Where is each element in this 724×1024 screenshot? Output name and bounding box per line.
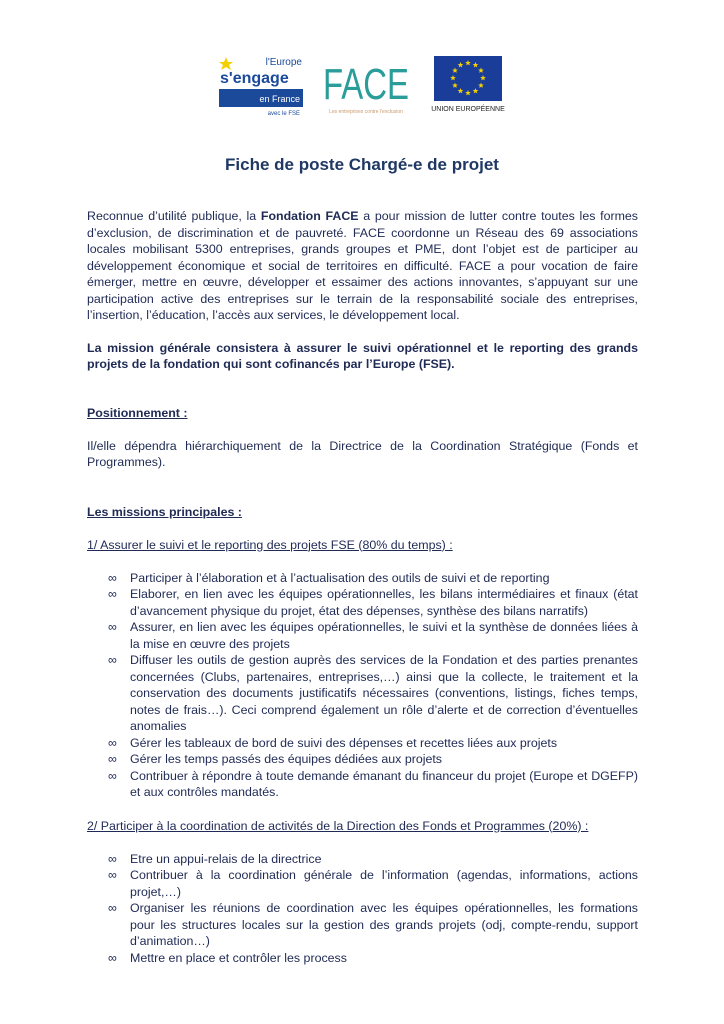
list-item-text: Contribuer à répondre à toute demande émanant du financeur du projet (Europe et DGEFP) et aux contrôles mandatés.: [130, 768, 638, 799]
list-item: [87, 851, 638, 868]
list-item-text: Participer à l’élaboration et à l’actualisation des outils de suivi et de reporting: [130, 570, 550, 585]
bullet-icon: ∞: [108, 587, 117, 601]
bullet-icon: ∞: [108, 570, 117, 585]
list-item-text: Gérer les temps passés des équipes dédiées aux projets: [130, 752, 443, 766]
list-item: [87, 586, 638, 619]
list-item-text: Diffuser les outils de gestion auprès des services de la Fondation et des parties prenantes concernées (Clubs, partenaires, entreprises,…) ainsi que la collecte, le traitement et la conservation des documents justificatifs nécessaires (conventions, listings, fiches temps, notes de frais…). Ceci comprend également un rôle d’alerte et de correction d’éventuelles anomalies: [130, 653, 638, 733]
list-item-text: Etre un appui-relais de la directrice: [130, 851, 322, 866]
intro-text: Reconnue d’utilité publique, la: [87, 209, 261, 223]
face-tagline-text: Les entreprises contre l'exclusion: [329, 109, 403, 115]
star-icon: [219, 57, 233, 70]
section-2-heading: 2/ Participer à la coordination de activités de la Direction des Fonds et Programmes (20%) :: [87, 818, 589, 833]
list-item: [87, 751, 638, 768]
list-item-text: Assurer, en lien avec les équipes opérationnelles, le suivi et la synthèse de données liées à la mise en œuvre des projets: [130, 620, 638, 651]
mission-statement: La mission générale consistera à assurer le suivi opérationnel et le reporting des grands projets de la fondation qui sont cofinancés par l’Europe (FSE).: [87, 340, 638, 371]
list-item: [87, 900, 638, 950]
section-2-list: [87, 851, 638, 967]
section-1-list: [87, 570, 638, 801]
bullet-icon: ∞: [108, 768, 117, 783]
bullet-icon: ∞: [108, 735, 117, 750]
document-body: [87, 208, 638, 966]
bullet-icon: ∞: [108, 868, 117, 882]
list-item-text: Mettre en place et contrôler les process: [130, 950, 347, 965]
positionnement-text: Il/elle dépendra hiérarchiquement de la Directrice de la Coordination Stratégique (Fonds et Programmes).: [87, 438, 638, 469]
bullet-icon: ∞: [108, 752, 117, 766]
list-item: [87, 867, 638, 900]
list-item-text: Organiser les réunions de coordination avec les équipes opérationnelles, les formations pour les structures locales sur la gestion des grands projets (odj, compte-rendu, support d’animation…): [130, 901, 638, 948]
list-item: [87, 735, 638, 752]
logo-en-france-text: en France: [259, 94, 300, 104]
intro-text-rest: a pour mission de lutter contre toutes les formes d’exclusion, de discrimination et de pauvreté. FACE coordonne un Réseau des 69 associations locales mobilisant 5300 entreprises, grands groupes et PME, dont l’objet est de participer au développement économique et social de territoires en difficulté. FACE a pour vocation de faire émerger, mettre en œuvre, développer et essaimer des actions innovantes, s’appuyant sur une participation active des entreprises sur le terrain de la responsabilité sociale des entreprises, l’insertion, l’éducation, l’accès aux services, le développement local.: [87, 209, 638, 322]
section-1-heading: 1/ Assurer le suivi et le reporting des projets FSE (80% du temps) :: [87, 537, 453, 552]
logo-europe-text: l'Europe: [265, 57, 302, 68]
intro-bold: Fondation FACE: [260, 209, 359, 223]
bullet-icon: ∞: [108, 950, 117, 965]
face-logo: [320, 55, 412, 117]
logo-avec-fse-text: avec le FSE: [267, 111, 300, 117]
bullet-icon: ∞: [108, 653, 117, 667]
europe-sengage-logo: [216, 55, 306, 117]
list-item: [87, 768, 638, 801]
list-item-text: Gérer les tableaux de bord de suivi des dépenses et recettes liées aux projets: [130, 735, 558, 750]
intro-paragraph: [87, 208, 638, 324]
bullet-icon: ∞: [108, 901, 117, 915]
page-title: Fiche de poste Chargé-e de projet: [225, 155, 499, 174]
list-item: [87, 570, 638, 587]
list-item: [87, 619, 638, 652]
list-item: [87, 652, 638, 735]
positionnement-heading: Positionnement :: [87, 405, 188, 420]
missions-heading: Les missions principales :: [87, 504, 242, 519]
logo-sengage-text: s'engage: [220, 70, 289, 87]
face-name-text: FACE: [323, 60, 409, 109]
list-item-text: Elaborer, en lien avec les équipes opérationnelles, les bilans intermédiaires et finaux (état d’avancement physique du projet, état des dépenses, synthèse des bilans narratifs): [130, 587, 638, 618]
eu-flag-logo: [432, 56, 504, 114]
eu-label-text: UNION EUROPÉENNE: [431, 106, 505, 113]
bullet-icon: ∞: [108, 851, 117, 866]
list-item-text: Contribuer à la coordination générale de l’information (agendas, informations, actions projet,…): [130, 868, 638, 899]
bullet-icon: ∞: [108, 620, 117, 634]
list-item: [87, 950, 638, 967]
